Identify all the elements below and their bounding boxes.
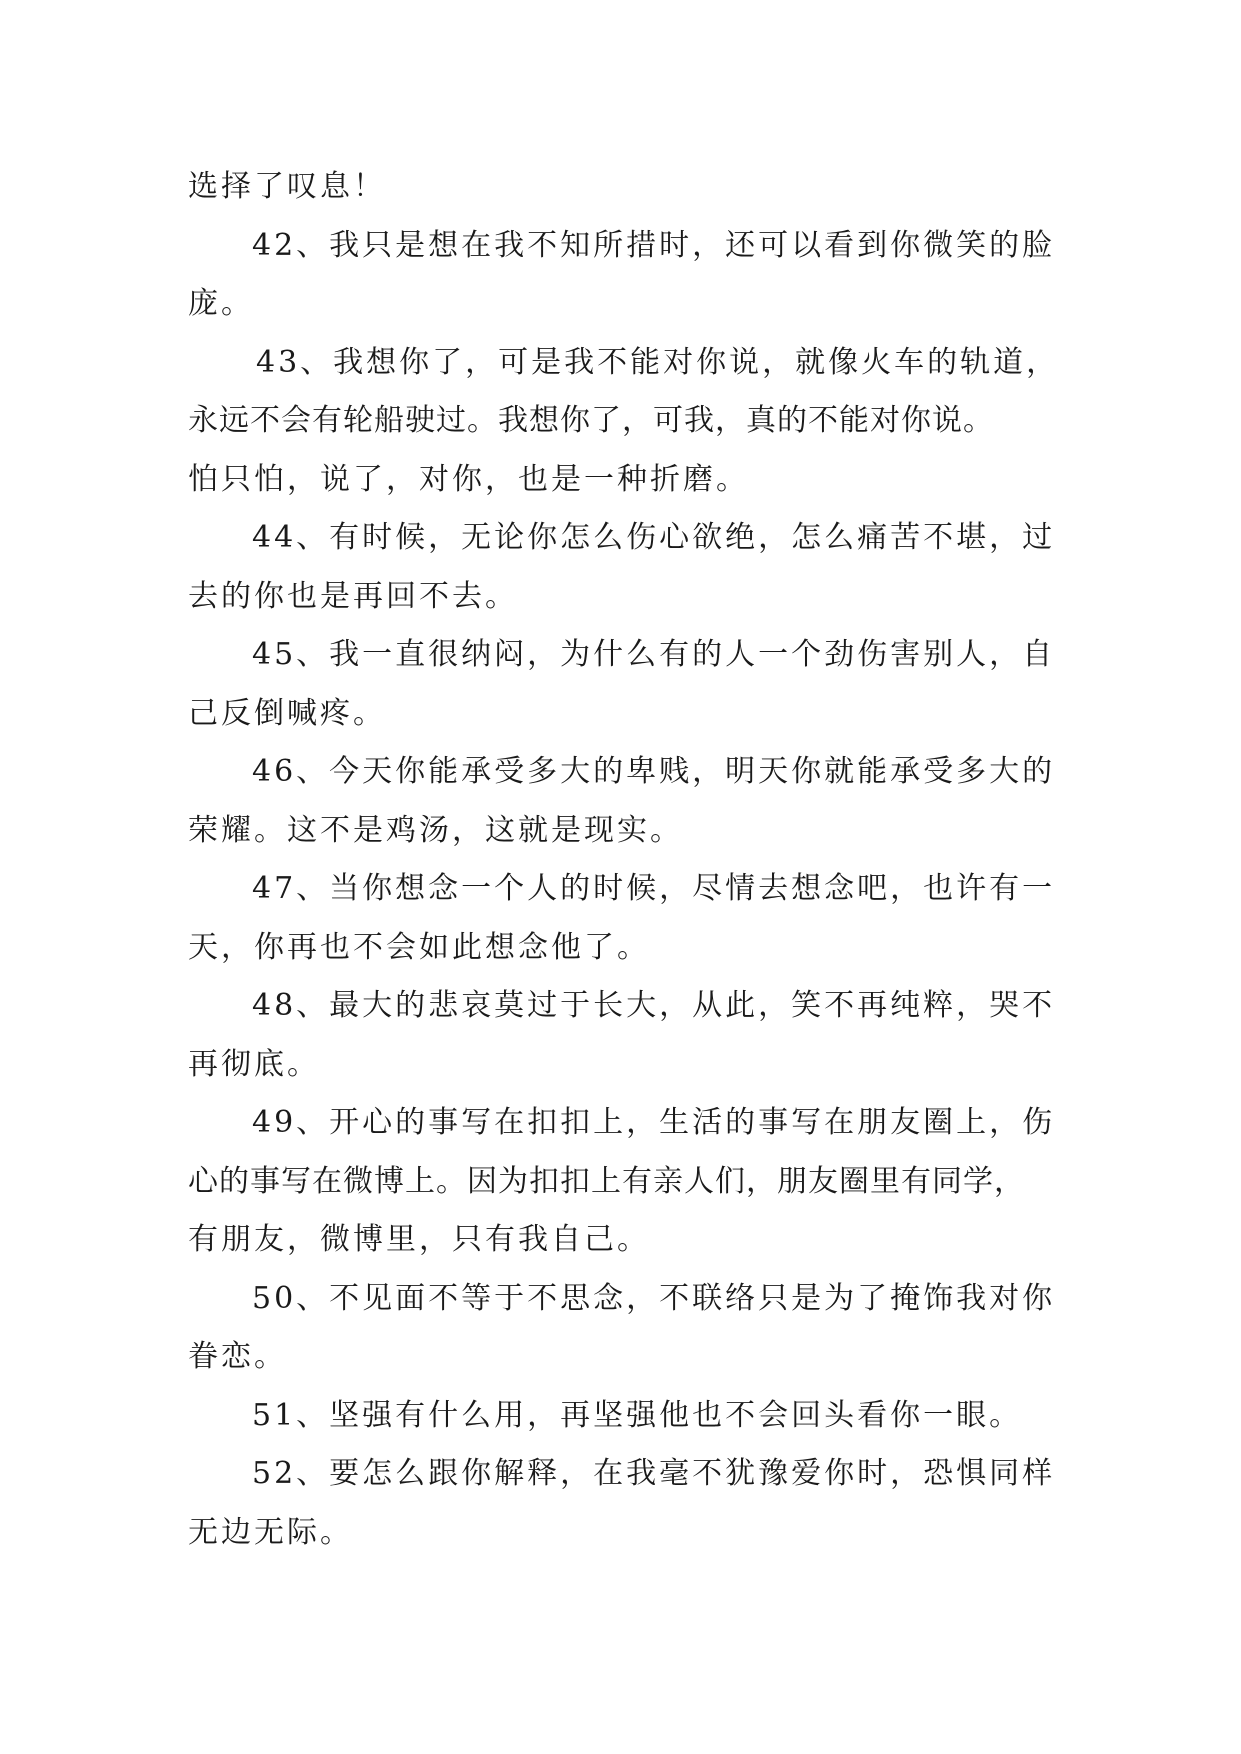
text-line: 48、最大的悲哀莫过于长大，从此，笑不再纯粹，哭不	[252, 988, 1056, 1023]
text-line: 眷恋。	[188, 1339, 287, 1374]
text-line: 52、要怎么跟你解释，在我毫不犹豫爱你时，恐惧同样	[252, 1456, 1056, 1491]
text-line: 47、当你想念一个人的时候，尽情去想念吧，也许有一	[252, 871, 1056, 906]
text-line: 42、我只是想在我不知所措时，还可以看到你微笑的脸	[252, 227, 1056, 263]
text-line: 45、我一直很纳闷，为什么有的人一个劲伤害别人，自	[252, 637, 1056, 672]
text-line: 心的事写在微博上。因为扣扣上有亲人们，朋友圈里有同学，	[188, 1163, 1025, 1199]
text-line: 无边无际。	[188, 1514, 353, 1550]
text-line: 荣耀。这不是鸡汤，这就是现实。	[188, 812, 683, 848]
text-line: 永远不会有轮船驶过。我想你了，可我，真的不能对你说。	[188, 403, 994, 438]
text-line: 46、今天你能承受多大的卑贱，明天你就能承受多大的	[252, 754, 1056, 789]
text-line: 43、我想你了，可是我不能对你说，就像火车的轨道，	[256, 344, 1060, 380]
text-line: 选择了叹息！	[188, 169, 386, 204]
text-line: 庞。	[188, 286, 254, 321]
text-line: 有朋友，微博里，只有我自己。	[188, 1222, 650, 1257]
text-line: 去的你也是再回不去。	[188, 578, 518, 614]
text-line: 己反倒喊疼。	[188, 695, 386, 731]
text-line: 再彻底。	[188, 1046, 320, 1082]
text-line: 51、坚强有什么用，再坚强他也不会回头看你一眼。	[252, 1397, 1023, 1433]
text-line: 44、有时候，无论你怎么伤心欲绝，怎么痛苦不堪，过	[252, 520, 1056, 555]
text-line: 怕只怕，说了，对你，也是一种折磨。	[188, 461, 749, 497]
text-line: 天，你再也不会如此想念他了。	[188, 929, 650, 965]
document-body	[188, 158, 1068, 1562]
text-line: 49、开心的事写在扣扣上，生活的事写在朋友圈上，伤	[252, 1105, 1056, 1140]
text-line: 50、不见面不等于不思念，不联络只是为了掩饰我对你	[252, 1280, 1056, 1316]
